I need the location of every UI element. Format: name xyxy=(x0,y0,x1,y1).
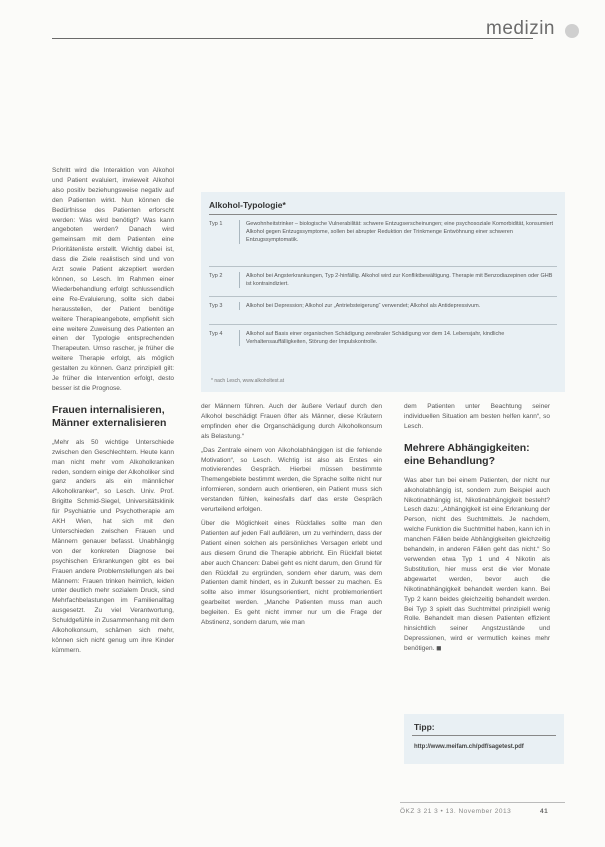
subheading-gender: Frauen internalisieren, Männer externalisieren xyxy=(52,403,167,429)
row-divider xyxy=(209,324,557,325)
tip-label: Tipp: xyxy=(414,722,435,732)
section-header xyxy=(0,0,605,48)
type-description: Alkohol bei Depression; Alkohol zur „Antriebsteigerung“ verwendet; Alkohol als Antidepressivum. xyxy=(239,302,557,310)
type-description: Alkohol auf Basis einer organischen Schädigung zerebraler Schädigung vor dem 14. Lebensjahr, kindliche Verhaltensauffälligkeiten, Störung der Impulskontrolle. xyxy=(239,330,557,346)
typology-box xyxy=(201,192,565,392)
footer-rule xyxy=(400,802,565,803)
paragraph: „Mehr als 50 wichtige Unterschiede zwischen den Geschlechtern. Heute kann man nicht mehr vom Alkoholkranken reden, sondern einige der Alkoholiker sind ganz anders als ein männlicher Alkoholkranker“, so Lesch. Univ. Prof. Brigitte Schmid-Siegel, Universitätsklinik für Psychiatrie und Psychotherapie am AKH Wien, hat sich mit den Unterschieden zwischen Frauen und Männern genauer befasst. Unabhängig von der konkreten Diagnose bei psychischen Erkrankungen gibt es bei Frauen andere Problemstellungen als bei Männern: Frauen trinken heimlich, leiden unter deutlich mehr sozialem Druck, sind Mehrfachbelastungen im Familienalltag ausgesetzt. Zu viel Verantwortung, Schuldgefühle in Zusammenhang mit dem Alkoholkonsum, schämen sich mehr, können sich nicht genug um ihre Kinder kümmern. xyxy=(52,438,174,654)
typology-row xyxy=(209,302,557,310)
row-divider xyxy=(209,296,557,297)
paragraph: der Männern führen. Auch der äußere Verlauf durch den Alkohol beschädigt Frauen öfter als Männer, diese Kräutern empfinden eher die Organschädigung durch Alkoholkonsum als Belastung.“ xyxy=(201,403,382,440)
paragraph: dem Patienten unter Beachtung seiner individuellen Situation am besten helfen kann“, so Lesch. xyxy=(404,403,550,430)
section-title: medizin xyxy=(486,18,555,39)
column-middle xyxy=(201,402,382,632)
box-title: Alkohol-Typologie* xyxy=(209,200,286,210)
column-left xyxy=(52,166,174,660)
page-number: 41 xyxy=(540,808,549,815)
type-description: Gewohnheitstrinker – biologische Vulnerabilität: schwere Entzugserscheinungen; eine psychosoziale Komorbidität, konsumiert Alkohol gegen Entzugssymptome, sollen bei abrupter Reduktion der Trinkmenge Entwöhnung einer schweren Entzugssymptomatik. xyxy=(239,220,557,244)
tip-link[interactable]: http://www.meifam.ch/pdf/sagetest.pdf xyxy=(414,744,524,750)
paragraph: „Das Zentrale einem von Alkoholabhängigen ist die fehlende Motivation“, so Lesch. Wichtig ist also als Erstes ein motivierendes Gespräch. Hierbei müssen bestimmte Themengebiete bestimmt werden, die Sprache sollte nicht nur informieren, sondern auch orientieren, ein Patient muss sich verstanden fühlen, keinesfalls darf das erste Gespräch verurteilend erfolgen. xyxy=(201,446,382,514)
typology-row xyxy=(209,330,557,346)
paragraph: Was aber tun bei einem Patienten, der nicht nur alkoholabhängig ist, sondern zum Beispiel auch Nikotinabhängig ist, Nikotinabhängigkeit besteht? Lesch dazu: „Abhängigkeit ist eine Erkrankung der Person, nicht des Suchtmittels. Je nachdem, welche Funktion die Suchtmittel haben, kann ich in manchen Fällen beide Abhängigkeiten gleichzeitig behandeln, in anderen Fällen geht das nicht.“ So verwenden etwa Typ 1 und 4 Nikotin als Substitution, hier muss erst die vier Monate abgewartet werden, bevor auch die Nikotinabhängigkeit behandelt werden kann. Bei Typ 2 kann beides gleichzeitig behandelt werden. Bei Typ 3 spielt das Suchtmittel prinzipiell wenig Rolle. Behandelt man diesen Patienten effizient hinsichtlich seiner Angstzustände und Depressionen, wird er vermutlich keines mehr benötigen. ◼ xyxy=(404,476,550,653)
tip-rule xyxy=(412,735,556,736)
type-label: Typ 3 xyxy=(209,303,223,309)
section-marker xyxy=(565,24,579,38)
footer-publication: ÖKZ 3 21 3 • 13. November 2013 xyxy=(400,808,512,815)
type-label: Typ 2 xyxy=(209,273,223,279)
box-rule xyxy=(209,214,557,215)
paragraph: Schritt wird die Interaktion von Alkohol und Patient evaluiert, inwieweit Alkohol also positiv beziehungsweise negativ auf den Patienten wirkt. Nun können die Bedürfnisse des Patienten erforscht werden: Was wird benötigt? Was kann angeboten werden? Danach wird gemeinsam mit dem Patienten eine Prioritätenliste erstellt. Wichtig dabei ist, dass die Ziele realistisch sind und von Arzt sowie Patient akzeptiert werden können, so Lesch. Im Rahmen einer Wiederbehandlung erfolgt schlussendlich eine Re-Evaluierung, sollte sich dabei herausstellen, der Patient benötige weitere Therapieangebote, empfiehlt sich eine weitere Zuweisung des Patienten an einen der Typologie entsprechenden Therapeuten. Umso rascher, je früher die weitere Therapie erfolgt, als möglich gestalten zu können. Ganz prinzipiell gilt: Je früher die Intervention erfolgt, desto besser ist die Prognose. xyxy=(52,167,174,392)
typology-row xyxy=(209,272,557,288)
subheading-multiple: Mehrere Abhängigkeiten: eine Behandlung? xyxy=(404,441,530,467)
type-label: Typ 1 xyxy=(209,221,223,227)
row-divider xyxy=(209,266,557,267)
column-right xyxy=(404,402,550,658)
box-source: * nach Lesch, www.alkoholtest.at xyxy=(211,378,285,384)
tip-box xyxy=(404,714,564,764)
type-description: Alkohol bei Angsterkrankungen, Typ 2-hinfällig. Alkohol wird zur Konfliktbewältigung. Therapie mit Benzodiazepinen oder GHB ist kontraindiziert. xyxy=(239,272,557,288)
paragraph: Über die Möglichkeit eines Rückfalles sollte man den Patienten auf jeden Fall aufklären, um zu verhindern, dass der Patient einen solchen als persönliches Versagen erlebt und aus diesem Grund die Therapie abbricht. Ein Rückfall bietet aber auch Chancen: Dabei geht es nicht darum, den Grund für den Rückfall zu ergründen, sondern eher darum, was dem Patienten damit hindert, es in Zukunft besser zu machen. Es sollte also immer lösungsorientiert, nicht problemorientiert gearbeitet werden. „Manche Patienten muss man auch begleiten. Es geht nicht immer nur um die Frage der Abstinenz, sondern darum, wie man xyxy=(201,519,382,627)
typology-row xyxy=(209,220,557,244)
type-label: Typ 4 xyxy=(209,331,223,337)
header-rule xyxy=(52,38,533,39)
